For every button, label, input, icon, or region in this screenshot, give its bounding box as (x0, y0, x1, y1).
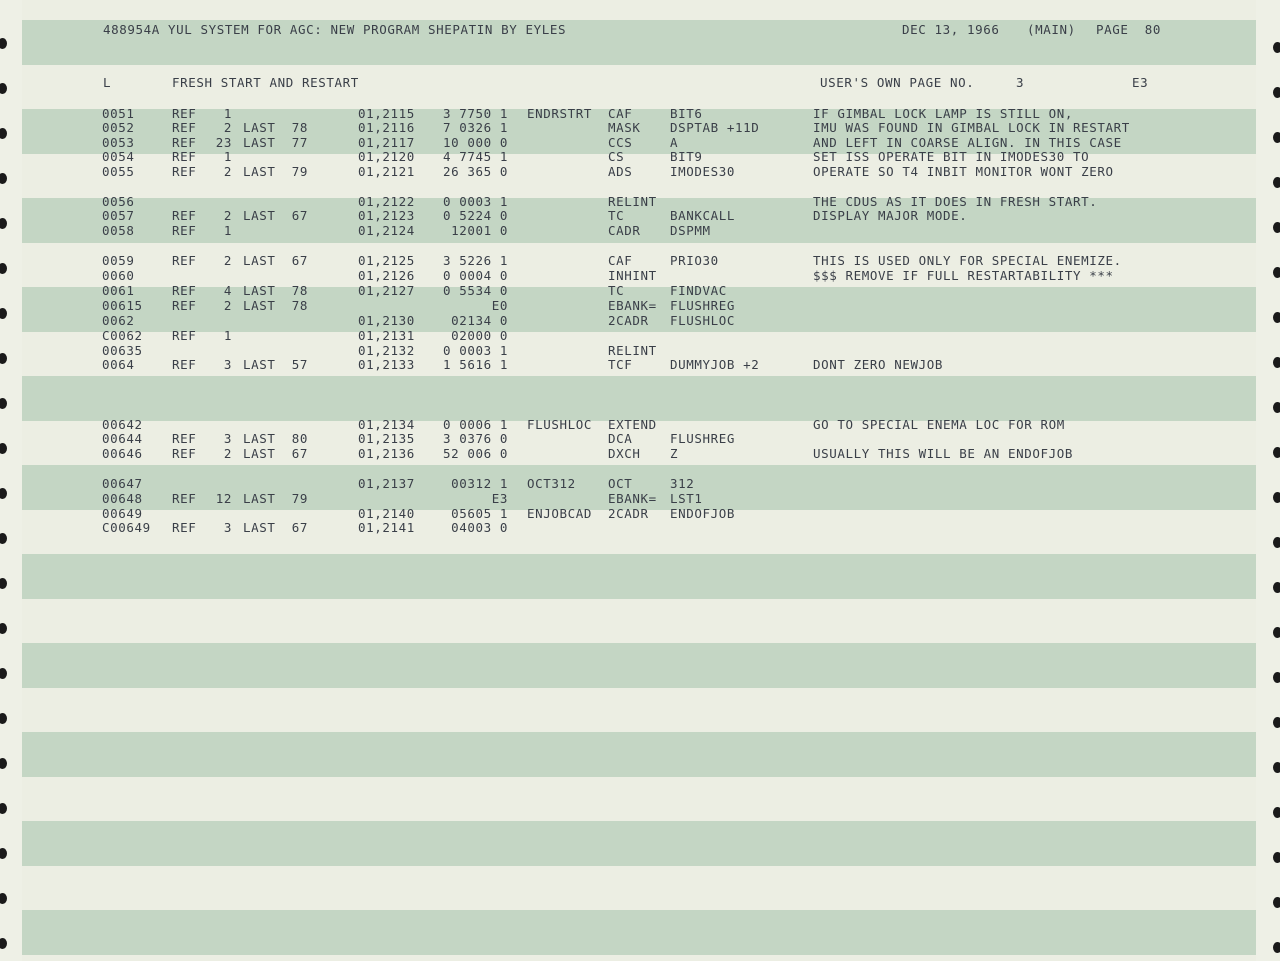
listing-word: 3 0376 0 (442, 431, 508, 446)
listing-label: OCT312 (527, 476, 576, 491)
listing-operand: PRIO30 (670, 253, 719, 268)
listing-label: ENJOBCAD (527, 506, 593, 521)
feed-hole (0, 128, 7, 139)
listing-seq: 00648 (102, 491, 143, 506)
listing-comment: SET ISS OPERATE BIT IN IMODES30 TO (813, 149, 1090, 164)
listing-count: 1 (223, 328, 232, 343)
listing-op: TC (608, 208, 625, 223)
listing-seq: C00649 (102, 520, 151, 535)
listing-op: INHINT (608, 268, 657, 283)
listing-count: 3 (223, 431, 232, 446)
feed-hole (0, 848, 7, 859)
listing-label: FLUSHLOC (527, 417, 593, 432)
listing-last: LAST 78 (243, 298, 309, 313)
listing-comment: DISPLAY MAJOR MODE. (813, 208, 968, 223)
listing-word: 26 365 0 (442, 164, 508, 179)
listing-addr: 01,2126 (358, 268, 415, 283)
listing-count: 2 (223, 120, 232, 135)
listing-word: 0 0003 1 (442, 194, 508, 209)
listing-ref: REF (172, 520, 197, 535)
listing-comment: GO TO SPECIAL ENEMA LOC FOR ROM (813, 417, 1065, 432)
listing-operand: A (670, 135, 679, 150)
listing-word: E0 (491, 298, 508, 313)
listing-comment: $$$ REMOVE IF FULL RESTARTABILITY *** (813, 268, 1114, 283)
listing-op: CAF (608, 253, 633, 268)
feed-hole (1273, 132, 1280, 143)
listing-comment: AND LEFT IN COARSE ALIGN. IN THIS CASE (813, 135, 1122, 150)
listing-count: 4 (223, 283, 232, 298)
listing-addr: 01,2121 (358, 164, 415, 179)
listing-last: LAST 79 (243, 491, 309, 506)
listing-last: LAST 67 (243, 520, 309, 535)
listing-seq: 0059 (102, 253, 135, 268)
greenbar-band (22, 554, 1256, 599)
feed-hole (0, 398, 7, 409)
listing-word: 3 5226 1 (442, 253, 508, 268)
listing-op: EBANK= (608, 491, 657, 506)
feed-hole (1273, 402, 1280, 413)
listing-ref: REF (172, 120, 197, 135)
listing-addr: 01,2122 (358, 194, 415, 209)
listing-seq: 00644 (102, 431, 143, 446)
feed-hole (0, 488, 7, 499)
greenbar-band (22, 821, 1256, 866)
listing-count: 2 (223, 208, 232, 223)
listing-addr: 01,2127 (358, 283, 415, 298)
listing-comment: THE CDUS AS IT DOES IN FRESH START. (813, 194, 1098, 209)
listing-last: LAST 78 (243, 120, 309, 135)
listing-addr: 01,2123 (358, 208, 415, 223)
feed-hole (1273, 42, 1280, 53)
listing-word: 3 7750 1 (442, 106, 508, 121)
listing-label: ENDRSTRT (527, 106, 593, 121)
listing-word: 0 0003 1 (442, 343, 508, 358)
listing-word: 02000 0 (451, 328, 508, 343)
greenbar-band (22, 376, 1256, 421)
feed-hole (1273, 492, 1280, 503)
listing-operand: BIT6 (670, 106, 703, 121)
listing-word: E3 (491, 491, 508, 506)
feed-hole (0, 668, 7, 679)
listing-seq: 0057 (102, 208, 135, 223)
listing-operand: DUMMYJOB +2 (670, 357, 760, 372)
feed-hole (1273, 762, 1280, 773)
page-number: PAGE 80 (1096, 22, 1162, 37)
listing-comment: USUALLY THIS WILL BE AN ENDOFJOB (813, 446, 1074, 461)
listing-op: CADR (608, 223, 641, 238)
feed-hole (0, 308, 7, 319)
listing-count: 1 (223, 106, 232, 121)
listing-seq: 0052 (102, 120, 135, 135)
listing-seq: C0062 (102, 328, 143, 343)
listing-word: 12001 0 (451, 223, 508, 238)
feed-hole (1273, 672, 1280, 683)
listing-word: 0 5224 0 (442, 208, 508, 223)
listing-ref: REF (172, 357, 197, 372)
listing-ref: REF (172, 431, 197, 446)
greenbar-band (22, 643, 1256, 688)
listing-title: 488954A YUL SYSTEM FOR AGC: NEW PROGRAM SHEPATIN BY EYLES (103, 22, 567, 37)
feed-hole (1273, 942, 1280, 953)
listing-word: 04003 0 (451, 520, 508, 535)
listing-date: DEC 13, 1966 (902, 22, 1000, 37)
listing-count: 2 (223, 164, 232, 179)
feed-hole (1273, 447, 1280, 458)
listing-op: MASK (608, 120, 641, 135)
listing-operand: FLUSHREG (670, 431, 736, 446)
listing-op: EBANK= (608, 298, 657, 313)
listing-operand: Z (670, 446, 679, 461)
listing-addr: 01,2125 (358, 253, 415, 268)
listing-operand: FLUSHLOC (670, 313, 736, 328)
feed-hole (1273, 222, 1280, 233)
listing-count: 2 (223, 253, 232, 268)
listing-operand: FLUSHREG (670, 298, 736, 313)
listing-word: 0 5534 0 (442, 283, 508, 298)
listing-addr: 01,2137 (358, 476, 415, 491)
listing-last: LAST 78 (243, 283, 309, 298)
listing-ref: REF (172, 283, 197, 298)
feed-hole (1273, 717, 1280, 728)
feed-hole (0, 578, 7, 589)
listing-word: 00312 1 (451, 476, 508, 491)
listing-operand: 312 (670, 476, 695, 491)
feed-hole (0, 263, 7, 274)
listing-addr: 01,2141 (358, 520, 415, 535)
feed-hole (0, 173, 7, 184)
listing-count: 2 (223, 298, 232, 313)
listing-ref: REF (172, 149, 197, 164)
listing-operand: BIT9 (670, 149, 703, 164)
listing-seq: 00615 (102, 298, 143, 313)
listing-seq: 0054 (102, 149, 135, 164)
feed-hole (0, 533, 7, 544)
listing-last: LAST 67 (243, 446, 309, 461)
listing-last: LAST 80 (243, 431, 309, 446)
listing-addr: 01,2140 (358, 506, 415, 521)
listing-seq: 0060 (102, 268, 135, 283)
listing-word: 0 0004 0 (442, 268, 508, 283)
listing-seq: 0061 (102, 283, 135, 298)
listing-word: 52 006 0 (442, 446, 508, 461)
listing-addr: 01,2135 (358, 431, 415, 446)
bank-code: E3 (1132, 75, 1149, 90)
feed-hole (1273, 177, 1280, 188)
greenbar-band (22, 732, 1256, 777)
listing-op: CAF (608, 106, 633, 121)
listing-ref: REF (172, 106, 197, 121)
listing-count: 1 (223, 223, 232, 238)
feed-hole (0, 443, 7, 454)
users-page-number: 3 (1016, 75, 1025, 90)
listing-last: LAST 77 (243, 135, 309, 150)
listing-op: RELINT (608, 194, 657, 209)
listing-addr: 01,2132 (358, 343, 415, 358)
listing-addr: 01,2134 (358, 417, 415, 432)
listing-count: 3 (223, 357, 232, 372)
listing-operand: BANKCALL (670, 208, 736, 223)
listing-seq: 0056 (102, 194, 135, 209)
tractor-feed-holes-right (1270, 0, 1280, 961)
listing-word: 4 7745 1 (442, 149, 508, 164)
listing-comment: IF GIMBAL LOCK LAMP IS STILL ON, (813, 106, 1074, 121)
listing-count: 2 (223, 446, 232, 461)
feed-hole (0, 758, 7, 769)
listing-comment: DONT ZERO NEWJOB (813, 357, 944, 372)
listing-ref: REF (172, 491, 197, 506)
listing-seq: 00635 (102, 343, 143, 358)
listing-last: LAST 67 (243, 208, 309, 223)
listing-word: 0 0006 1 (442, 417, 508, 432)
listing-word: 02134 0 (451, 313, 508, 328)
listing-count: 1 (223, 149, 232, 164)
listing-operand: IMODES30 (670, 164, 736, 179)
greenbar-band (22, 910, 1256, 955)
listing-addr: 01,2131 (358, 328, 415, 343)
section-marker: L (103, 75, 112, 90)
feed-hole (1273, 537, 1280, 548)
listing-op: ADS (608, 164, 633, 179)
listing-operand: FINDVAC (670, 283, 727, 298)
listing-seq: 0053 (102, 135, 135, 150)
feed-hole (1273, 87, 1280, 98)
listing-ref: REF (172, 135, 197, 150)
feed-hole (0, 353, 7, 364)
feed-hole (1273, 267, 1280, 278)
listing-ref: REF (172, 208, 197, 223)
feed-hole (1273, 627, 1280, 638)
listing-op: RELINT (608, 343, 657, 358)
listing-count: 3 (223, 520, 232, 535)
feed-hole (0, 38, 7, 49)
listing-seq: 0051 (102, 106, 135, 121)
listing-ref: REF (172, 328, 197, 343)
users-page-label: USER'S OWN PAGE NO. (820, 75, 975, 90)
listing-op: EXTEND (608, 417, 657, 432)
listing-op: DCA (608, 431, 633, 446)
listing-ref: REF (172, 446, 197, 461)
listing-ref: REF (172, 253, 197, 268)
listing-op: TCF (608, 357, 633, 372)
listing-op: DXCH (608, 446, 641, 461)
listing-addr: 01,2133 (358, 357, 415, 372)
feed-hole (0, 713, 7, 724)
listing-op: OCT (608, 476, 633, 491)
feed-hole (0, 803, 7, 814)
listing-ref: REF (172, 298, 197, 313)
feed-hole (1273, 312, 1280, 323)
listing-op: TC (608, 283, 625, 298)
listing-addr: 01,2117 (358, 135, 415, 150)
listing-count: 23 (215, 135, 232, 150)
listing-seq: 0064 (102, 357, 135, 372)
feed-hole (1273, 357, 1280, 368)
listing-comment: IMU WAS FOUND IN GIMBAL LOCK IN RESTART (813, 120, 1130, 135)
listing-addr: 01,2124 (358, 223, 415, 238)
listing-last: LAST 57 (243, 357, 309, 372)
listing-op: 2CADR (608, 506, 649, 521)
listing-tag: (MAIN) (1027, 22, 1076, 37)
feed-hole (0, 218, 7, 229)
listing-word: 1 5616 1 (442, 357, 508, 372)
listing-count: 12 (215, 491, 232, 506)
listing-seq: 00649 (102, 506, 143, 521)
listing-op: CCS (608, 135, 633, 150)
listing-comment: OPERATE SO T4 INBIT MONITOR WONT ZERO (813, 164, 1114, 179)
listing-ref: REF (172, 223, 197, 238)
feed-hole (0, 623, 7, 634)
tractor-feed-holes-left (0, 0, 10, 961)
listing-seq: 0058 (102, 223, 135, 238)
listing-op: CS (608, 149, 625, 164)
feed-hole (1273, 897, 1280, 908)
listing-comment: THIS IS USED ONLY FOR SPECIAL ENEMIZE. (813, 253, 1122, 268)
listing-op: 2CADR (608, 313, 649, 328)
listing-seq: 00647 (102, 476, 143, 491)
listing-word: 10 000 0 (442, 135, 508, 150)
listing-addr: 01,2120 (358, 149, 415, 164)
listing-seq: 0055 (102, 164, 135, 179)
listing-last: LAST 67 (243, 253, 309, 268)
listing-ref: REF (172, 164, 197, 179)
feed-hole (0, 83, 7, 94)
listing-seq: 00646 (102, 446, 143, 461)
listing-addr: 01,2130 (358, 313, 415, 328)
feed-hole (1273, 852, 1280, 863)
listing-seq: 0062 (102, 313, 135, 328)
listing-operand: DSPMM (670, 223, 711, 238)
listing-word: 7 0326 1 (442, 120, 508, 135)
feed-hole (0, 938, 7, 949)
listing-operand: ENDOFJOB (670, 506, 736, 521)
section-title: FRESH START AND RESTART (172, 75, 359, 90)
listing-addr: 01,2136 (358, 446, 415, 461)
listing-last: LAST 79 (243, 164, 309, 179)
feed-hole (0, 893, 7, 904)
listing-operand: LST1 (670, 491, 703, 506)
listing-operand: DSPTAB +11D (670, 120, 760, 135)
listing-seq: 00642 (102, 417, 143, 432)
feed-hole (1273, 807, 1280, 818)
listing-addr: 01,2116 (358, 120, 415, 135)
feed-hole (1273, 582, 1280, 593)
listing-addr: 01,2115 (358, 106, 415, 121)
listing-word: 05605 1 (451, 506, 508, 521)
